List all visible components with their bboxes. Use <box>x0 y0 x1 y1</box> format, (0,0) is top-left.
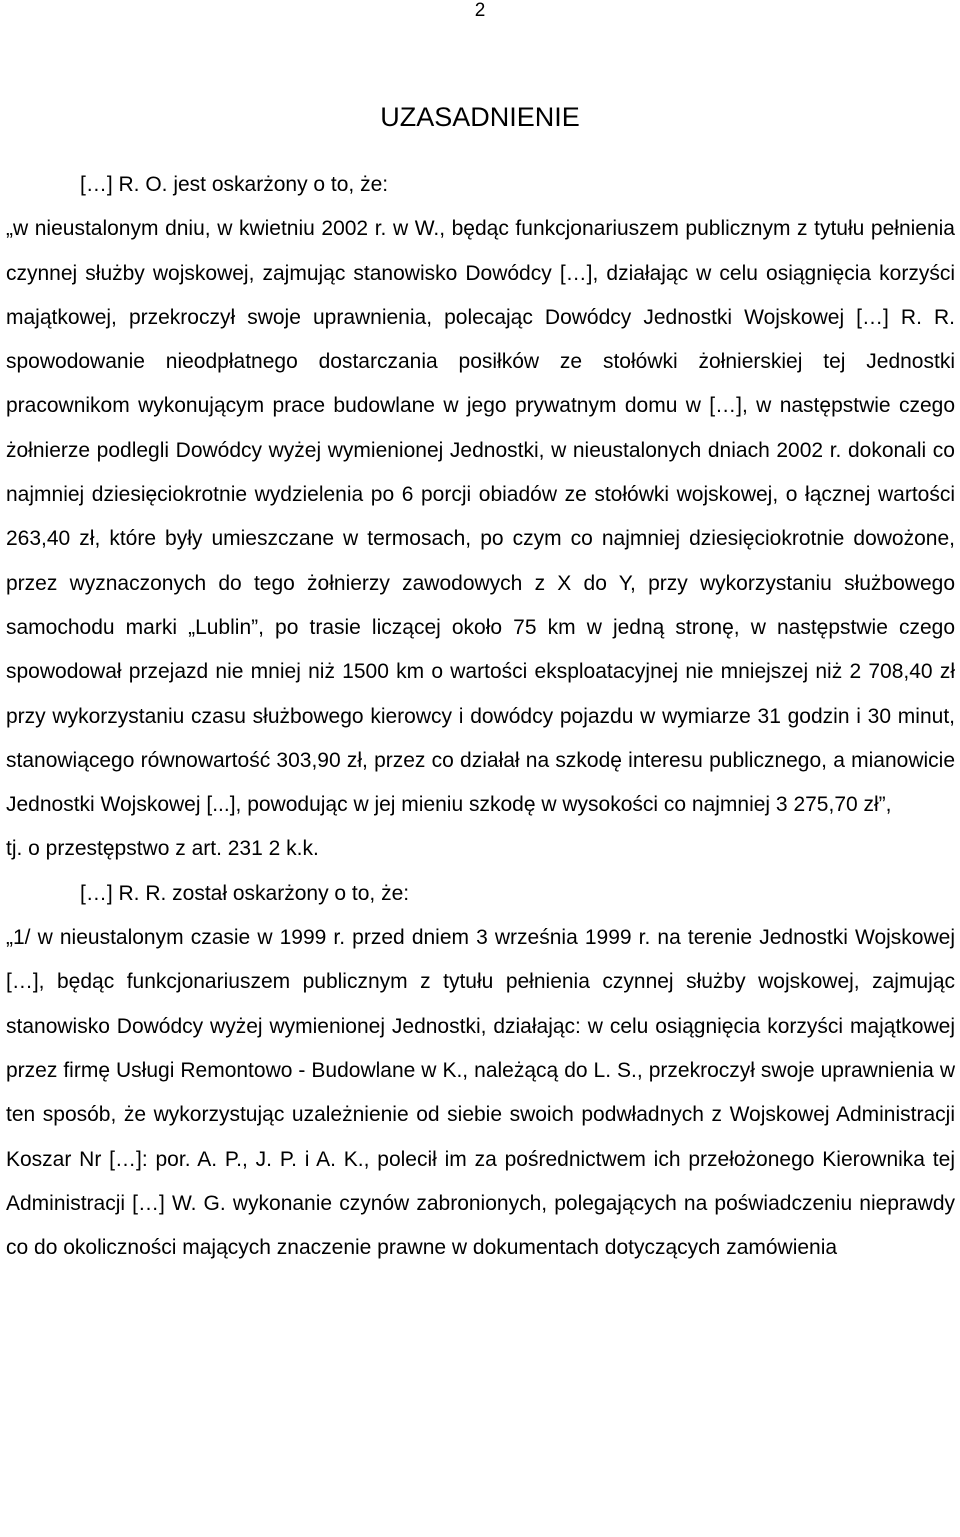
paragraph-charge-intro-2: […] R. R. został oskarżony o to, że: <box>80 881 410 905</box>
paragraph-charge-description-1: „w nieustalonym dniu, w kwietniu 2002 r. w W., będąc funkcjonariuszem publicznym z tytułu pełnienia czynnej służby wojskowej, zajmując stanowisko Dowódcy […], działając w celu osiągnięcia korzyści majątkowej, przekroczył swoje uprawnienia, polecając Dowódcy Jednostki Wojskowej […] R. R. spowodowanie nieodpłatnego dostarczania posiłków ze stołówki żołnierskiej tej Jednostki pracownikom wykonującym prace budowlane w jego prywatnym domu w […], w następstwie czego żołnierze podlegli Dowódcy wyżej wymienionej Jednostki, w nieustalonych dniach 2002 r. dokonali co najmniej dziesięciokrotnie wydzielenia po 6 porcji obiadów ze stołówki wojskowej, o łącznej wartości 263,40 zł, które były umieszczane w termosach, po czym co najmniej dziesięciokrotnie dowożone, przez wyznaczonych do tego żołnierzy zawodowych z X do Y, przy wykorzystaniu służbowego samochodu marki „Lublin”, po trasie liczącej około 75 km w jedną stronę, w następstwie czego spowodował przejazd nie mniej niż 1500 km o wartości eksploatacyjnej nie mniejszej niż 2 708,40 zł przy wykorzystaniu czasu służbowego kierowcy i dowódcy pojazdu w wymiarze 31 godzin i 30 minut, stanowiącego równowartość 303,90 zł, przez co działał na szkodę interesu publicznego, a mianowicie Jednostki Wojskowej [...], powodując w jej mieniu szkodę w wysokości co najmniej 3 275,70 zł”, <box>6 217 955 817</box>
document-title: UZASADNIENIE <box>380 102 580 132</box>
page-number: 2 <box>474 0 486 21</box>
document-body <box>6 163 955 1270</box>
paragraph-legal-basis: tj. o przestępstwo z art. 231 2 k.k. <box>6 837 319 861</box>
paragraph-charge-intro-1: […] R. O. jest oskarżony o to, że: <box>80 173 389 196</box>
paragraph-charge-description-2: „1/ w nieustalonym czasie w 1999 r. przed dniem 3 września 1999 r. na terenie Jednostki Wojskowej […], będąc funkcjonariuszem publicznym z tytułu pełnienia czynnej służby wojskowej, zajmując stanowisko Dowódcy wyżej wymienionej Jednostki, działając: w celu osiągnięcia korzyści majątkowej przez firmę Usługi Remontowo - Budowlane w K., należącą do L. S., przekroczył swoje uprawnienia w ten sposób, że wykorzystując uzależnienie od siebie swoich podwładnych z Wojskowej Administracji Koszar Nr […]: por. A. P., J. P. i A. K., polecił im za pośrednictwem ich przełożonego Kierownika tej Administracji […] W. G. wykonanie czynów zabronionych, polegających na poświadczeniu nieprawdy co do okoliczności mających znaczenie prawne w dokumentach dotyczących zamówienia <box>6 926 955 1260</box>
